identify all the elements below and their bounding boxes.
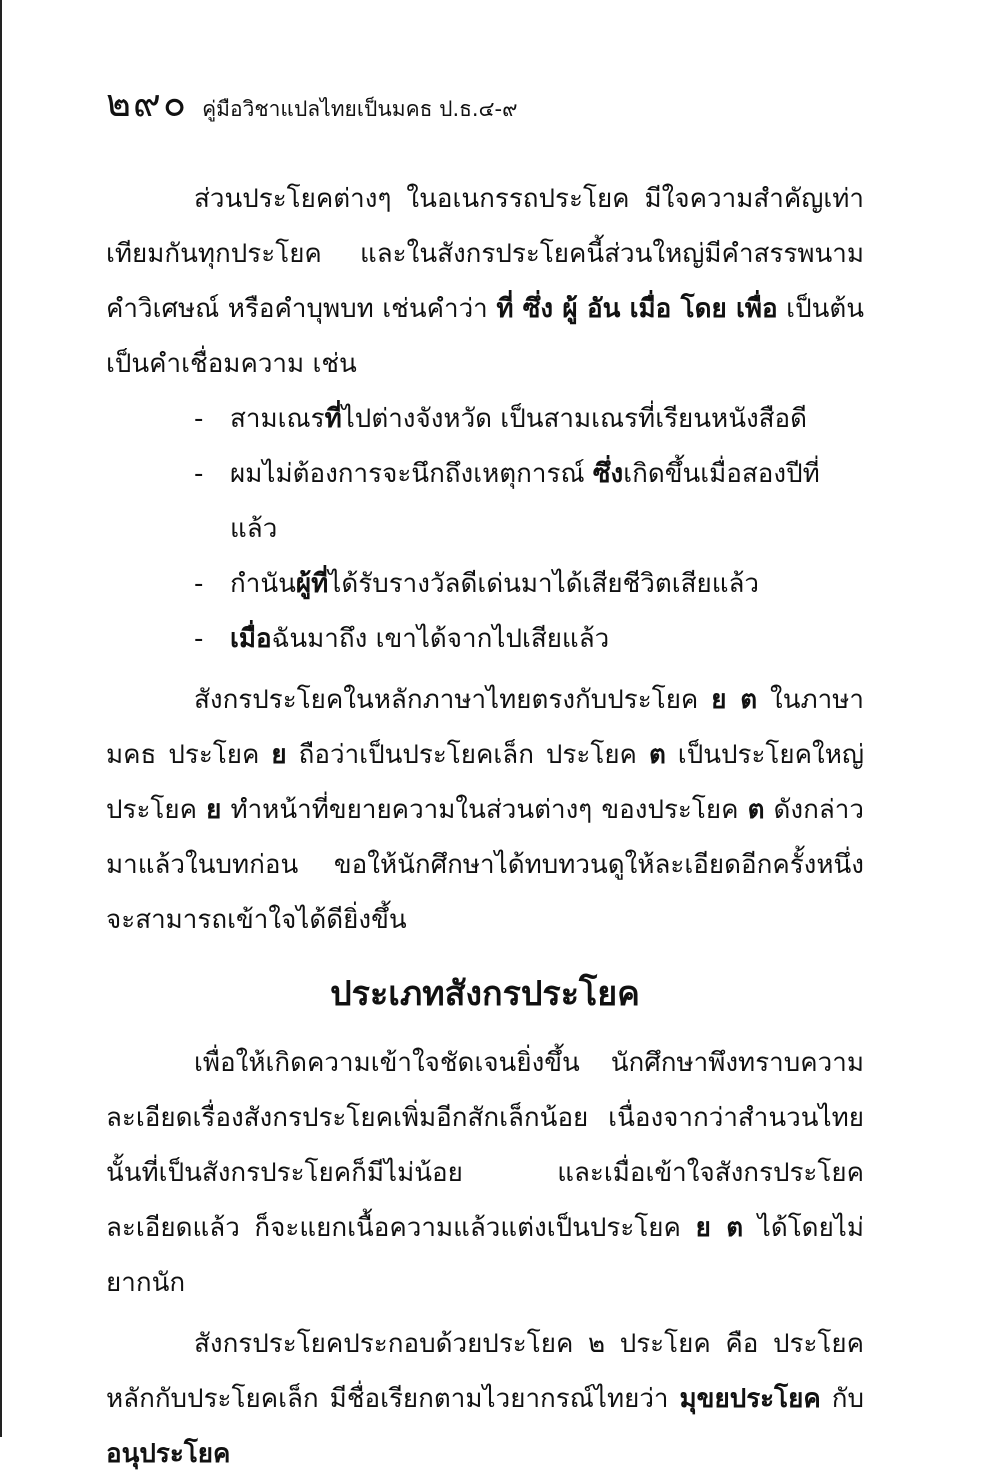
list-item (106, 447, 864, 557)
text-run: ผมไม่ต้องการจะนึกถึงเหตุการณ์ (230, 459, 593, 489)
bold-keyword: ที่ (324, 404, 342, 434)
paragraph-explanation (106, 1036, 864, 1311)
bold-keyword: เมื่อ (230, 624, 272, 654)
text-run: ได้รับรางวัลดีเด่นมาได้เสียชีวิตเสียแล้ว (328, 569, 760, 599)
bold-keyword: ต (747, 795, 765, 825)
text-run: เกิดขึ้นเมื่อสองปีที่แล้ว (230, 459, 820, 544)
text-run: ส่วนประโยคต่างๆ ในอเนกรรถประโยค มีใจความสำคัญเท่าเทียมกันทุกประโยค และในสังกรประโยคนี้ส่วนใหญ่มีคำสรรพนาม คำวิเศษณ์ หรือคำบุพบท เช่นคำว่า (106, 184, 864, 324)
text-run: ไปต่างจังหวัด เป็นสามเณรที่เรียนหนังสือดี (341, 404, 808, 434)
text-run: ถือว่าเป็นประโยคเล็ก ประโยค (286, 740, 649, 770)
page-number: ๒๙๐ (106, 81, 189, 125)
text-run: เป็นประโยคใหญ่ ประโยค (106, 740, 864, 825)
bold-keyword: ย ต (711, 685, 758, 715)
bold-term: มุขยประโยค (679, 1384, 821, 1414)
list-item (106, 612, 864, 667)
list-item (106, 557, 864, 612)
dash-marker: - (194, 404, 204, 434)
text-run: สังกรประโยคประกอบด้วยประโยค ๒ ประโยค คือ ประโยคหลักกับประโยคเล็ก มีชื่อเรียกตามไวยากรณ์ไทยว่า (106, 1329, 864, 1414)
text-run: เป็นต้น เป็นคำเชื่อมความ เช่น (106, 294, 865, 379)
dash-marker: - (194, 569, 204, 599)
text-run: กับ (820, 1384, 864, 1414)
list-item (106, 392, 864, 447)
bold-keyword: ย (206, 795, 222, 825)
text-run: ฉันมาถึง เขาได้จากไปเสียแล้ว (271, 624, 610, 654)
bold-keyword: ย (271, 740, 287, 770)
page-body (106, 172, 864, 1482)
text-run: สังกรประโยคในหลักภาษาไทยตรงกับประโยค (194, 685, 712, 715)
bold-term: อนุประโยค (106, 1439, 231, 1469)
bold-keyword: ซึ่ง (592, 459, 624, 489)
paragraph-composition (106, 1317, 864, 1482)
dash-marker: - (194, 624, 204, 654)
text-run: ดังกล่าวมาแล้วในบทก่อน ขอให้นักศึกษาได้ทบทวนดูให้ละเอียดอีกครั้งหนึ่งจะสามารถเข้าใจได้ดียิ่งขึ้น (106, 795, 864, 935)
example-list (106, 392, 864, 667)
text-run: ทำหน้าที่ขยายความในส่วนต่างๆ ของประโยค (221, 795, 748, 825)
section-heading: ประเภทสังกรประโยค (330, 974, 640, 1014)
bold-keyword: ต (648, 740, 666, 770)
text-run: สามเณร (230, 404, 325, 434)
running-title: คู่มือวิชาแปลไทยเป็นมคธ ป.ธ.๔-๙ (202, 97, 518, 121)
bold-keyword: ผู้ที่ (295, 569, 329, 599)
dash-marker: - (194, 459, 204, 489)
bold-keyword: ย ต (695, 1213, 744, 1243)
text-run: ในภาษามคธ ประโยค (106, 685, 864, 770)
page-header (106, 72, 517, 133)
text-run: ได้โดยไม่ยากนัก (106, 1213, 865, 1298)
text-run: กำนัน (230, 569, 296, 599)
bold-conjunctions: ที่ ซึ่ง ผู้ อัน เมื่อ โดย เพื่อ (496, 294, 778, 324)
paragraph-intro (106, 172, 864, 392)
paragraph-ya-ta (106, 673, 864, 948)
text-run: เพื่อให้เกิดความเข้าใจชัดเจนยิ่งขึ้น นักศึกษาพึงทราบความละเอียดเรื่องสังกรประโยคเพิ่มอีกสักเล็กน้อย เนื่องจากว่าสำนวนไทยนั้นที่เป็นสังกรประโยคก็มีไม่น้อย และเมื่อเข้าใจสังกรประโยคละเอียดแล้ว ก็จะแยกเนื้อความแล้วแต่งเป็นประโยค (106, 1048, 864, 1243)
